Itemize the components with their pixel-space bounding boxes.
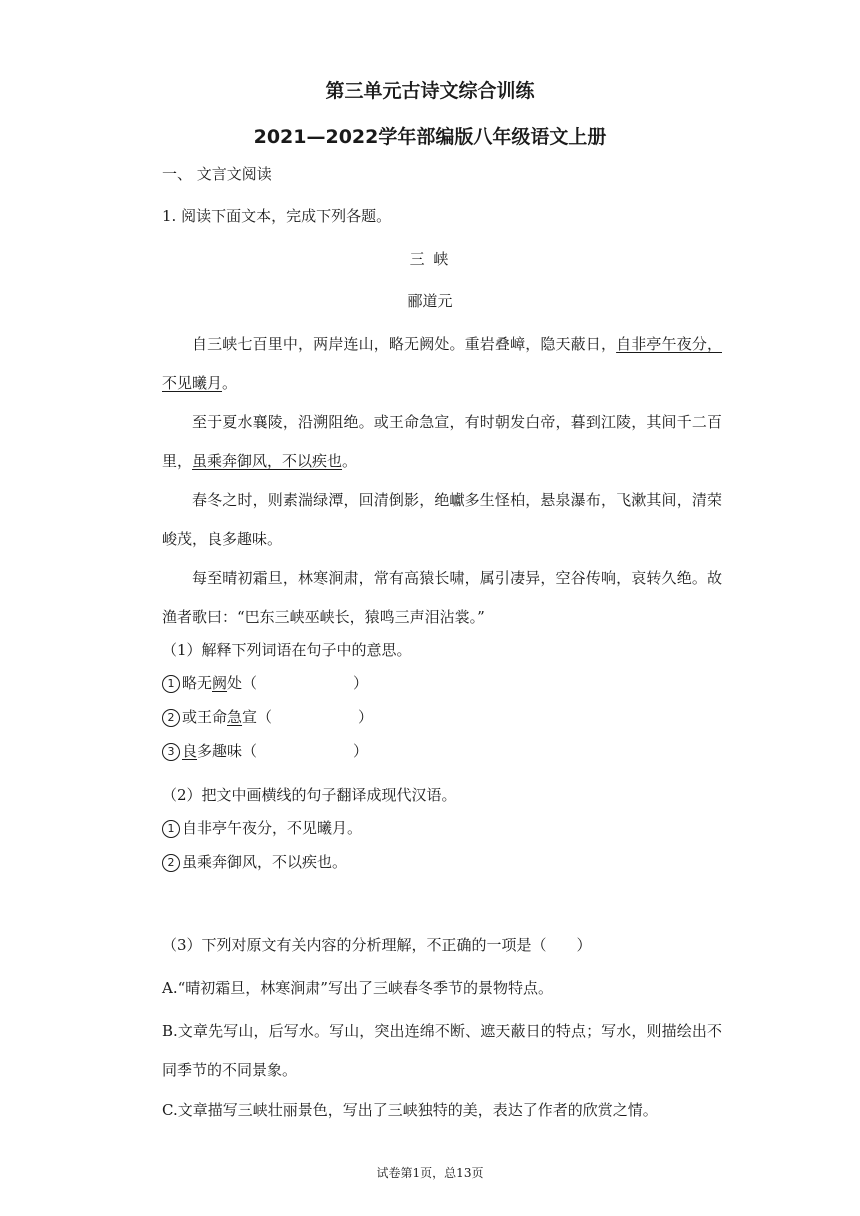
page-title: 第三单元古诗文综合训练 [325, 80, 535, 102]
vocab-text: 略无 [182, 674, 213, 692]
sub-question-3: （3）下列对原文有关内容的分析理解，不正确的一项是（ ） [162, 936, 592, 954]
question-intro: 1. 阅读下面文本，完成下列各题。 [162, 207, 392, 225]
vocab-item [162, 706, 373, 727]
vocab-text: 宣（ [242, 708, 273, 726]
page-footer: 试卷第1页，总13页 [376, 1166, 484, 1180]
circled-number: 1 [162, 675, 180, 693]
underlined-sentence: 自非亭午夜分，不见曦月 [162, 335, 722, 392]
translation-item [162, 851, 347, 872]
section-heading: 一、 文言文阅读 [162, 165, 272, 183]
paragraph-text: 自三峡七百里中，两岸连山，略无阙处。重岩叠嶂，隐天蔽日， [192, 335, 617, 353]
option-b[interactable]: B.文章先写山，后写水。写山，突出连绵不断、遮天蔽日的特点；写水，则描绘出不同季节的不同景象。 [162, 1022, 722, 1079]
sub-question-1: （1）解释下列词语在句子中的意思。 [162, 641, 412, 659]
paragraph-3: 春冬之时，则素湍绿潭，回清倒影，绝巘多生怪柏，悬泉瀑布，飞漱其间，清荣峻茂，良多趣味。 [162, 491, 722, 548]
paragraph-text: 。 [342, 452, 358, 470]
circled-number: 2 [162, 854, 180, 872]
option-c[interactable]: C.文章描写三峡壮丽景色，写出了三峡独特的美，表达了作者的欣赏之情。 [162, 1101, 658, 1119]
circled-number: 1 [162, 820, 180, 838]
translation-text: 自非亭午夜分，不见曦月。 [182, 819, 363, 837]
vocab-text: 多趣味（ [197, 742, 258, 760]
vocab-text: 或王命 [182, 708, 228, 726]
option-a[interactable]: A.“晴初霜旦，林寒涧肃”写出了三峡春冬季节的景物特点。 [162, 979, 553, 997]
paragraph-2 [162, 403, 722, 481]
paragraph-4: 每至晴初霜旦，林寒涧肃，常有高猿长啸，属引凄异，空谷传响，哀转久绝。故渔者歌曰：“巴东三峡巫峡长，猿鸣三声泪沾裳。” [162, 569, 722, 626]
vocab-text: 处（ [227, 674, 258, 692]
vocab-text: ） [358, 708, 374, 726]
vocab-word: 阙 [212, 674, 228, 692]
circled-number: 3 [162, 743, 180, 761]
vocab-word: 良 [182, 742, 198, 760]
vocab-text: ） [353, 742, 369, 760]
vocab-item [162, 740, 368, 761]
vocab-item [162, 672, 368, 693]
sub-question-2: （2）把文中画横线的句子翻译成现代汉语。 [162, 786, 457, 804]
circled-number: 2 [162, 709, 180, 727]
vocab-text: ） [353, 674, 369, 692]
translation-text: 虽乘奔御风，不以疾也。 [182, 853, 348, 871]
page-subtitle: 2021—2022学年部编版八年级语文上册 [253, 126, 607, 148]
underlined-sentence: 虽乘奔御风，不以疾也 [192, 452, 343, 470]
author: 郦道元 [407, 292, 453, 310]
translation-item [162, 817, 362, 838]
text-title: 三 峡 [409, 250, 451, 268]
paragraph-1 [162, 325, 722, 403]
vocab-word: 急 [227, 708, 243, 726]
paragraph-text: 。 [222, 374, 238, 392]
paragraph-text: 至于夏水襄陵，沿溯阻绝。或王命急宣，有时朝发白帝，暮到江陵，其间千二百里， [162, 413, 722, 470]
